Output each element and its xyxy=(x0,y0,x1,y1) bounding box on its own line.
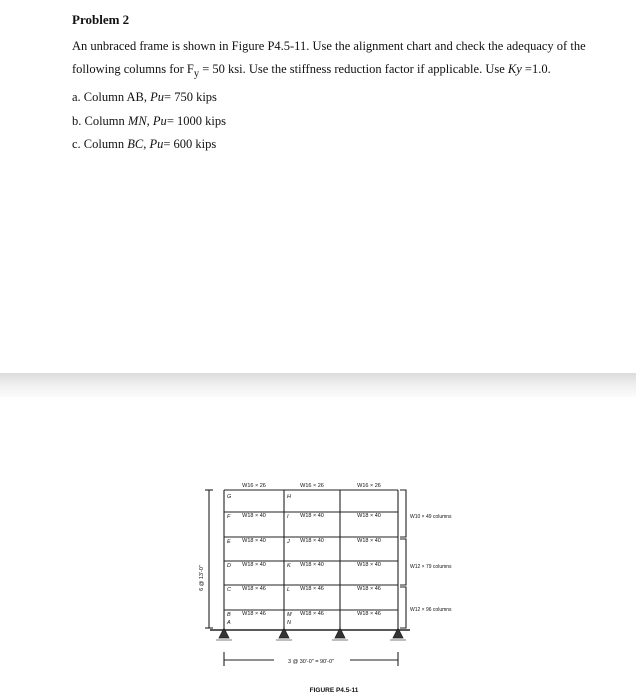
part-c: c. Column BC, Pu= 600 kips xyxy=(72,137,217,151)
node-label: N xyxy=(287,620,291,626)
figure-caption: FIGURE P4.5-11 xyxy=(309,687,359,694)
beam-label: W18 × 46 xyxy=(242,611,266,617)
beam-label: W18 × 46 xyxy=(242,586,266,592)
bracket-mid xyxy=(400,539,406,585)
part-a: a. Column AB, Pu= 750 kips xyxy=(72,90,217,104)
column-group-label: W12 × 96 columns xyxy=(410,607,452,613)
frame-figure xyxy=(0,470,636,700)
beam-label: W18 × 40 xyxy=(357,513,381,519)
beam-label: W18 × 46 xyxy=(300,611,324,617)
beam-label: W18 × 40 xyxy=(242,562,266,568)
page-divider xyxy=(0,373,636,397)
node-label: J xyxy=(287,539,290,545)
node-label: I xyxy=(287,514,289,520)
beam-label: W18 × 40 xyxy=(357,562,381,568)
width-dimension: 3 @ 30'-0" = 90'-0" xyxy=(288,659,334,665)
node-label: L xyxy=(287,587,291,593)
node-label: A xyxy=(227,620,231,626)
column-group-label: W12 × 79 columns xyxy=(410,564,452,570)
height-dimension: 6 @ 13'-0" xyxy=(199,565,205,591)
roof-beam-label: W16 × 26 xyxy=(300,483,324,489)
node-label: M xyxy=(287,612,292,618)
node-label: G xyxy=(227,494,232,500)
problem-title: Problem 2 xyxy=(72,12,130,27)
beam-label: W18 × 40 xyxy=(300,513,324,519)
node-label: F xyxy=(227,514,231,520)
beam-label: W18 × 40 xyxy=(300,562,324,568)
node-label: C xyxy=(227,587,231,593)
bracket-top xyxy=(400,490,406,537)
beam-label: W18 × 46 xyxy=(300,586,324,592)
problem-statement: An unbraced frame is shown in Figure P4.5-11. Use the alignment chart and check the adequacy of the following columns for $F_y = 50$ ksi. Use the stiffness reduction factor if applicable. Use Ky =1.0. xyxy=(72,38,586,80)
part-b: b. Column MN, Pu= 1000 kips xyxy=(72,113,226,128)
problem-text xyxy=(72,8,612,157)
beam-label: W18 × 40 xyxy=(357,538,381,544)
beam-label: W18 × 40 xyxy=(242,538,266,544)
node-label: D xyxy=(227,563,231,569)
roof-beam-label: W16 × 26 xyxy=(357,483,381,489)
beam-label: W18 × 46 xyxy=(357,611,381,617)
column-group-label: W10 × 49 columns xyxy=(410,514,452,520)
node-label: B xyxy=(227,612,231,618)
roof-beam-label: W16 × 26 xyxy=(242,483,266,489)
node-label: H xyxy=(287,494,291,500)
beam-label: W18 × 46 xyxy=(357,586,381,592)
node-label: K xyxy=(287,563,291,569)
beam-label: W18 × 40 xyxy=(242,513,266,519)
bracket-bottom xyxy=(400,587,406,628)
beam-label: W18 × 40 xyxy=(300,538,324,544)
node-label: E xyxy=(227,539,231,545)
